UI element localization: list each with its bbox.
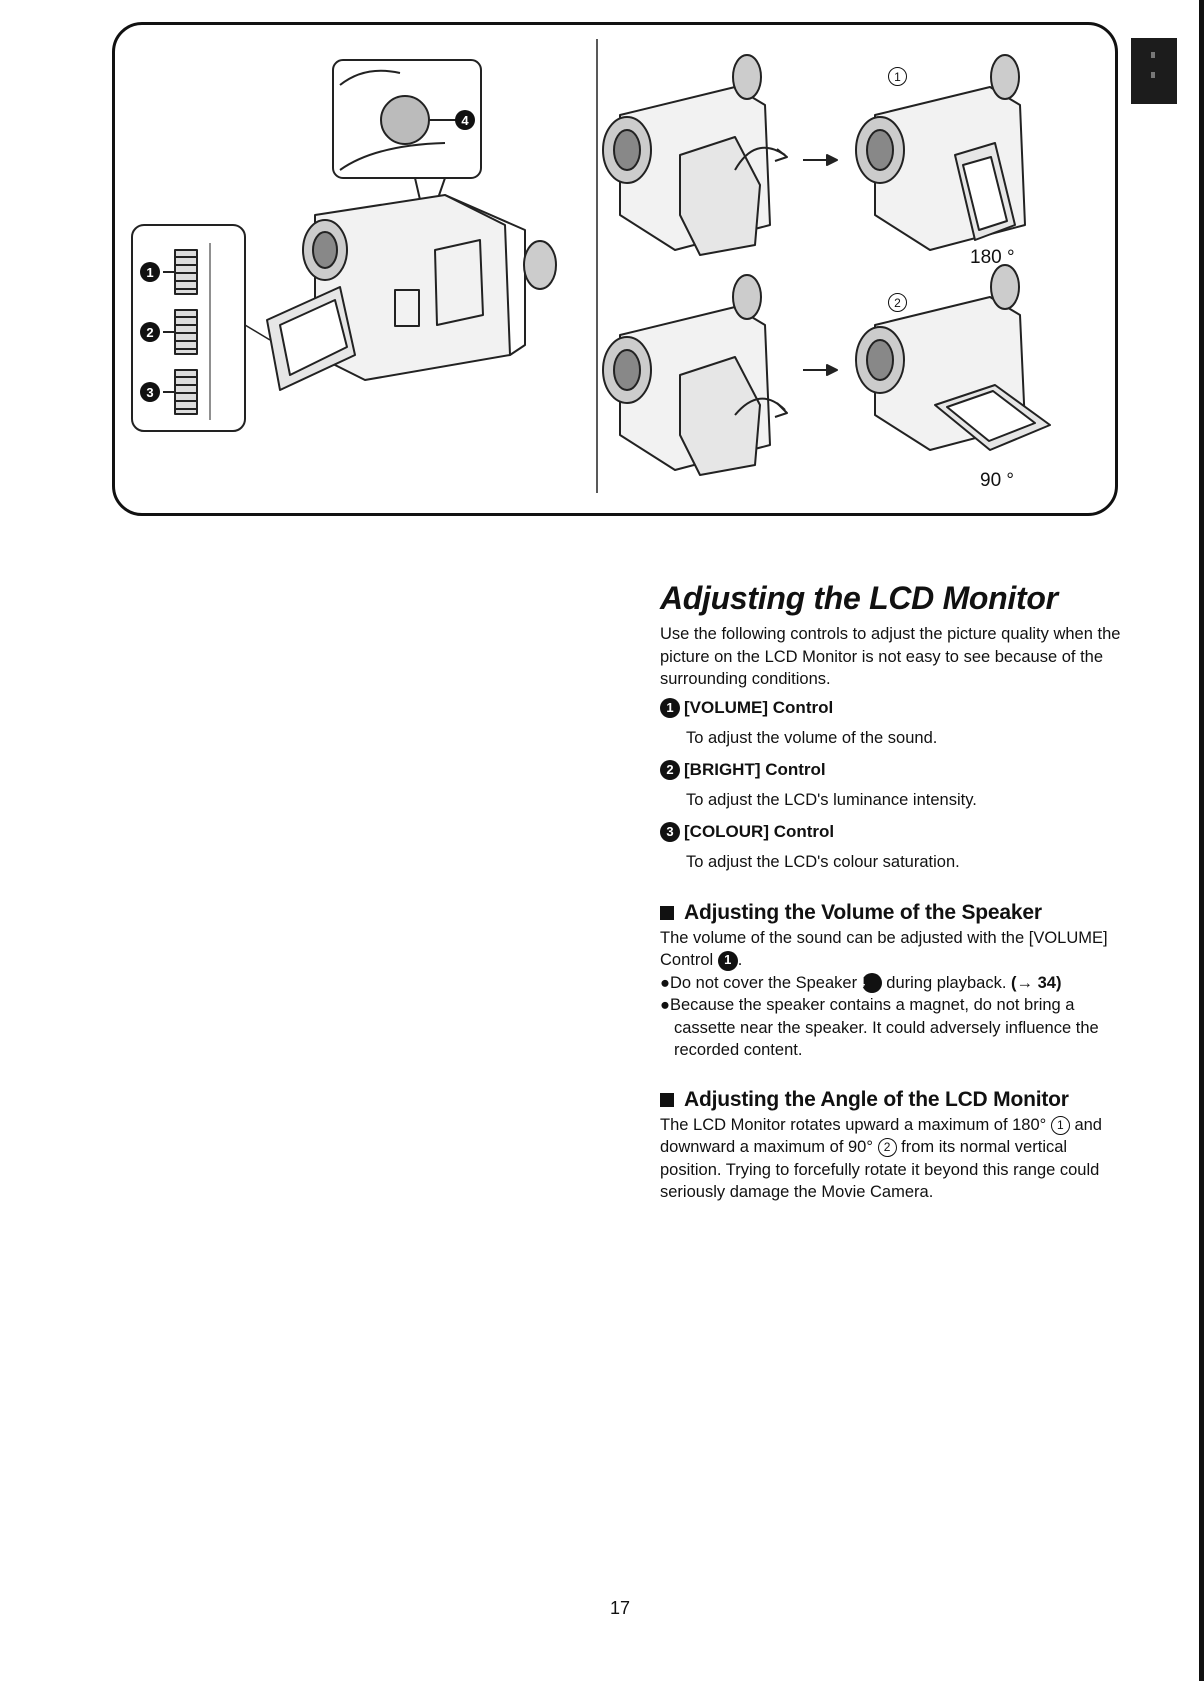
control-label: [VOLUME] Control [684, 697, 834, 717]
marker-3: 3 [140, 382, 160, 402]
angle-num-1: 1 [1051, 1116, 1070, 1135]
speaker-text-num: 1 [718, 951, 738, 971]
dial-1 [163, 250, 197, 294]
speaker-text [660, 927, 1130, 972]
control-number: 2 [660, 760, 680, 780]
dial-2 [163, 310, 197, 354]
arrow-1 [803, 155, 837, 165]
page-edge [1199, 0, 1204, 1681]
control-number: 3 [660, 822, 680, 842]
marker-1: 1 [140, 262, 160, 282]
intro-text: Use the following controls to adjust the picture quality when the picture on the LCD Monitor is not easy to see because of the surrounding conditions. [660, 625, 1121, 688]
angle-label-90: 90 ° [980, 470, 1015, 491]
angle-num-2: 2 [878, 1138, 897, 1157]
control-heading-colour [660, 819, 1130, 845]
speaker-heading-text: Adjusting the Volume of the Speaker [684, 900, 1042, 924]
side-tab-marker [1131, 38, 1177, 104]
control-desc-bright: To adjust the LCD's luminance intensity. [686, 790, 977, 809]
camera-rotate-down-after [856, 265, 1050, 450]
speaker-bullet-1-b: during playback. [886, 973, 1007, 992]
control-number: 1 [660, 698, 680, 718]
page-number: 17 [609, 1598, 631, 1618]
camera-rotate-down-before [603, 275, 787, 475]
angle-heading [660, 1088, 1130, 1112]
marker-2: 2 [140, 322, 160, 342]
arrow-2 [803, 365, 837, 375]
control-desc-colour: To adjust the LCD's colour saturation. [686, 852, 960, 871]
page-title: Adjusting the LCD Monitor [660, 580, 1058, 616]
speaker-bullet-2: ●Because the speaker contains a magnet, do not bring a cassette near the speaker. It could adversely influence the recorded content. [660, 996, 1099, 1059]
speaker-text-end: . [737, 951, 743, 969]
control-desc-volume: To adjust the volume of the sound. [686, 728, 938, 747]
step-2-marker: 2 [888, 293, 907, 312]
speaker-bullet-1: ●Do not cover the Speaker 4 during playback. (→ 34) [660, 973, 1062, 992]
control-heading-bright [660, 757, 1130, 783]
angle-text-a: The LCD Monitor rotates upward a maximum of 180° [660, 1115, 1047, 1134]
page-reference: (→ 34) [1011, 973, 1062, 992]
angle-text-c: from its normal vertical position. Trying to forcefully rotate it beyond this range could seriously damage the Movie Camera. [660, 1138, 1100, 1201]
marker-4: 4 [455, 110, 475, 130]
square-bullet-icon [660, 1093, 674, 1107]
main-camera [267, 195, 556, 390]
control-heading-volume [660, 695, 1130, 721]
text-column [660, 580, 1130, 1204]
control-label: [BRIGHT] Control [684, 759, 826, 779]
camera-illustrations [115, 25, 1115, 513]
speaker-bullet-1-num: 4 [862, 973, 882, 993]
speaker-grille [381, 96, 429, 144]
angle-heading-text: Adjusting the Angle of the LCD Monitor [684, 1087, 1069, 1111]
square-bullet-icon [660, 906, 674, 920]
speaker-heading [660, 901, 1130, 925]
camera-rotate-up-before [603, 55, 787, 255]
camera-rotate-up-after [856, 55, 1025, 250]
speaker-text-a: The volume of the sound can be adjusted with the [VOLUME] Control [660, 928, 1108, 969]
angle-text-b: and downward a maximum of 90° [660, 1115, 1102, 1156]
dial-3 [163, 370, 197, 414]
angle-text [660, 1114, 1130, 1204]
step-1-marker: 1 [888, 67, 907, 86]
illustration-frame [112, 22, 1118, 516]
speaker-bullet-2-text: Because the speaker contains a magnet, do not bring a cassette near the speaker. It could adversely influence the recorded content. [669, 996, 1099, 1059]
speaker-bullet-1-a: Do not cover the Speaker [669, 973, 858, 992]
control-label: [COLOUR] Control [684, 821, 835, 841]
angle-label-180: 180 ° [970, 247, 1015, 268]
